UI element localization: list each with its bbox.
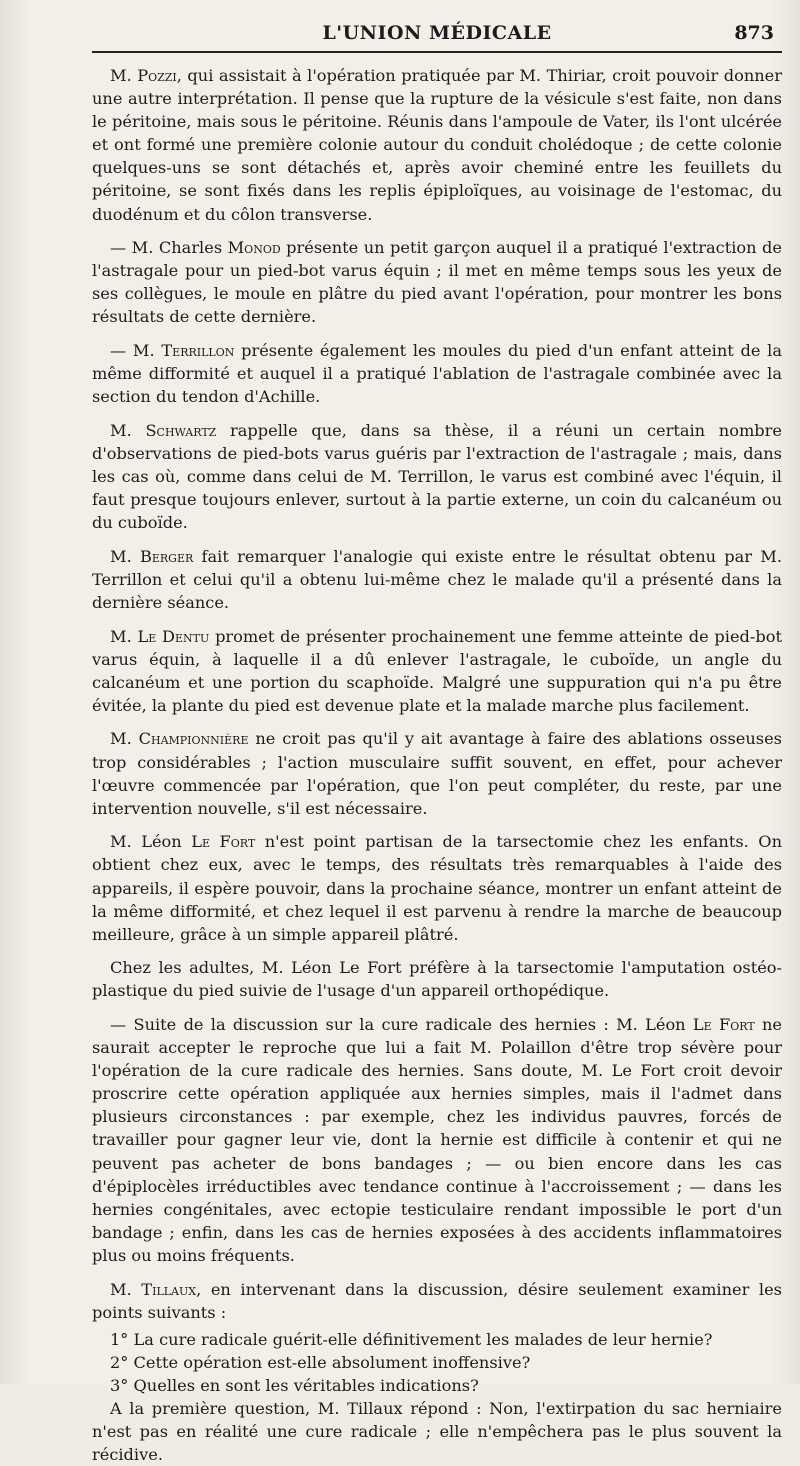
speaker-name: Championnière xyxy=(138,729,249,749)
speaker-name: Le Dentu xyxy=(137,626,210,646)
question-item: 2° Cette opération est-elle absolument inoffensive? xyxy=(110,1352,531,1372)
speaker-name: Le Fort xyxy=(692,1014,755,1034)
paragraph-berger: M. Berger fait remarquer l'analogie qui existe entre le résultat obtenu par M. Terrillon et celui qu'il a obtenu lui-même chez le malade qu'il a présenté dans la dernière séance. xyxy=(92,546,782,612)
paragraph-le-fort-adults: Chez les adultes, M. Léon Le Fort préfère à la tarsectomie l'amputation ostéo-plastique du pied suivie de l'usage d'un appareil orthopédique. xyxy=(92,958,782,1001)
article-body xyxy=(92,64,782,1466)
page-number: 873 xyxy=(734,22,774,44)
speaker-name: Le Fort xyxy=(191,832,256,852)
speaker-name: Monod xyxy=(227,238,281,258)
paragraph-schwartz: M. Schwartz rappelle que, dans sa thèse, il a réuni un certain nombre d'observations de pied-bots varus guéris par l'extraction de l'astragale ; mais, dans les cas où, comme dans celui de M. Terrillon, le varus est combiné avec l'équin, il faut presque toujours enlever, surtout à la partie externe, un coin du calcanéum ou du cuboïde. xyxy=(92,420,782,533)
paragraph-hernia-discussion: — Suite de la discussion sur la cure radicale des hernies : M. Léon Le Fort ne saurait accepter le reproche que lui a fait M. Polaillon d'être trop sévère pour l'opération de la cure radicale des hernies. Sans doute, M. Le Fort croit devoir proscrire cette opération appliquée aux hernies simples, mais il l'admet dans plusieurs circonstances : par exemple, chez les individus pauvres, forcés de travailler pour gagner leur vie, dont la hernie est difficile à contenir et qui ne peuvent pas acheter de bons bandages ; — ou bien encore dans les cas d'épiplocèles irréductibles avec tendance continue à l'accroissement ; — dans les hernies congénitales, avec ectopie testiculaire rendant impossible le port d'un bandage ; enfin, dans les cas de hernies exposées à des accidents inflammatoires plus ou moins fréquents. xyxy=(92,1014,782,1265)
speaker-name: Pozzi xyxy=(137,66,177,85)
header-rule xyxy=(92,51,782,53)
speaker-name: Terrillon xyxy=(161,341,235,361)
running-header xyxy=(92,22,782,52)
paragraph-championniere: M. Championnière ne croit pas qu'il y ait avantage à faire des ablations osseuses trop considérables ; l'action musculaire suffit souvent, en effet, pour achever l'œuvre commencée par l'opération, que l'on peut compléter, du reste, par une intervention nouvelle, s'il est nécessaire. xyxy=(92,729,782,818)
paragraph-le-dentu: M. Le Dentu promet de présenter prochainement une femme atteinte de pied-bot varus équin, à laquelle il a dû enlever l'astragale, le cuboïde, un angle du calcanéum et une portion du scaphoïde. Malgré une suppuration qui n'a pu être évitée, la plante du pied est devenue plate et la malade marche plus facilement. xyxy=(92,626,783,715)
paragraph-le-fort: M. Léon Le Fort n'est point partisan de la tarsectomie chez les enfants. On obtient chez eux, avec le temps, des résultats très remarquables à l'aide des appareils, il espère pouvoir, dans la prochaine séance, montrer un enfant atteint de la même difformité, et chez lequel il est parvenu à rendre la marche de beaucoup meilleure, grâce à un simple appareil plâtré. xyxy=(92,832,782,944)
paragraph-terrillon: — M. Terrillon présente également les moules du pied d'un enfant atteint de la même difformité et auquel il a pratiqué l'ablation de l'astragale combinée avec la section du tendon d'Achille. xyxy=(92,341,782,407)
journal-title: L'UNION MÉDICALE xyxy=(322,22,552,44)
speaker-name: Tillaux xyxy=(141,1279,197,1299)
question-item: 1° La cure radicale guérit-elle définitivement les malades de leur hernie? xyxy=(110,1329,713,1349)
speaker-name: Schwartz xyxy=(145,420,217,440)
paragraph-monod: — M. Charles Monod présente un petit garçon auquel il a pratiqué l'extraction de l'astragale pour un pied-bot varus équin ; il met en même temps sous les yeux de ses collègues, le moule en plâtre du pied avant l'opération, pour montrer les bons résultats de cette dernière. xyxy=(92,238,782,327)
speaker-name: Berger xyxy=(139,546,194,566)
paragraph-tillaux: M. Tillaux, en intervenant dans la discussion, désire seulement examiner les points suivants : xyxy=(92,1279,782,1322)
paragraph-tillaux-answer: A la première question, M. Tillaux répond : Non, l'extirpation du sac herniaire n'est pas en réalité une cure radicale ; elle n'empêchera pas le plus souvent la récidive. xyxy=(92,1398,782,1465)
paragraph-pozzi: M. Pozzi, qui assistait à l'opération pratiquée par M. Thiriar, croit pouvoir donner une autre interprétation. Il pense que la rupture de la vésicule s'est faite, non dans le péritoine, mais sous le péritoine. Réunis dans l'ampoule de Vater, ils l'ont ulcérée et ont formé une première colonie autour du conduit cholédoque ; de cette colonie quelques-uns se sont détachés et, après avoir cheminé entre les feuillets du péritoine, se sont fixés dans les replis épiploïques, au voisinage de l'estomac, du duodénum et du côlon transverse. xyxy=(92,66,782,224)
question-item: 3° Quelles en sont les véritables indications? xyxy=(110,1375,479,1395)
